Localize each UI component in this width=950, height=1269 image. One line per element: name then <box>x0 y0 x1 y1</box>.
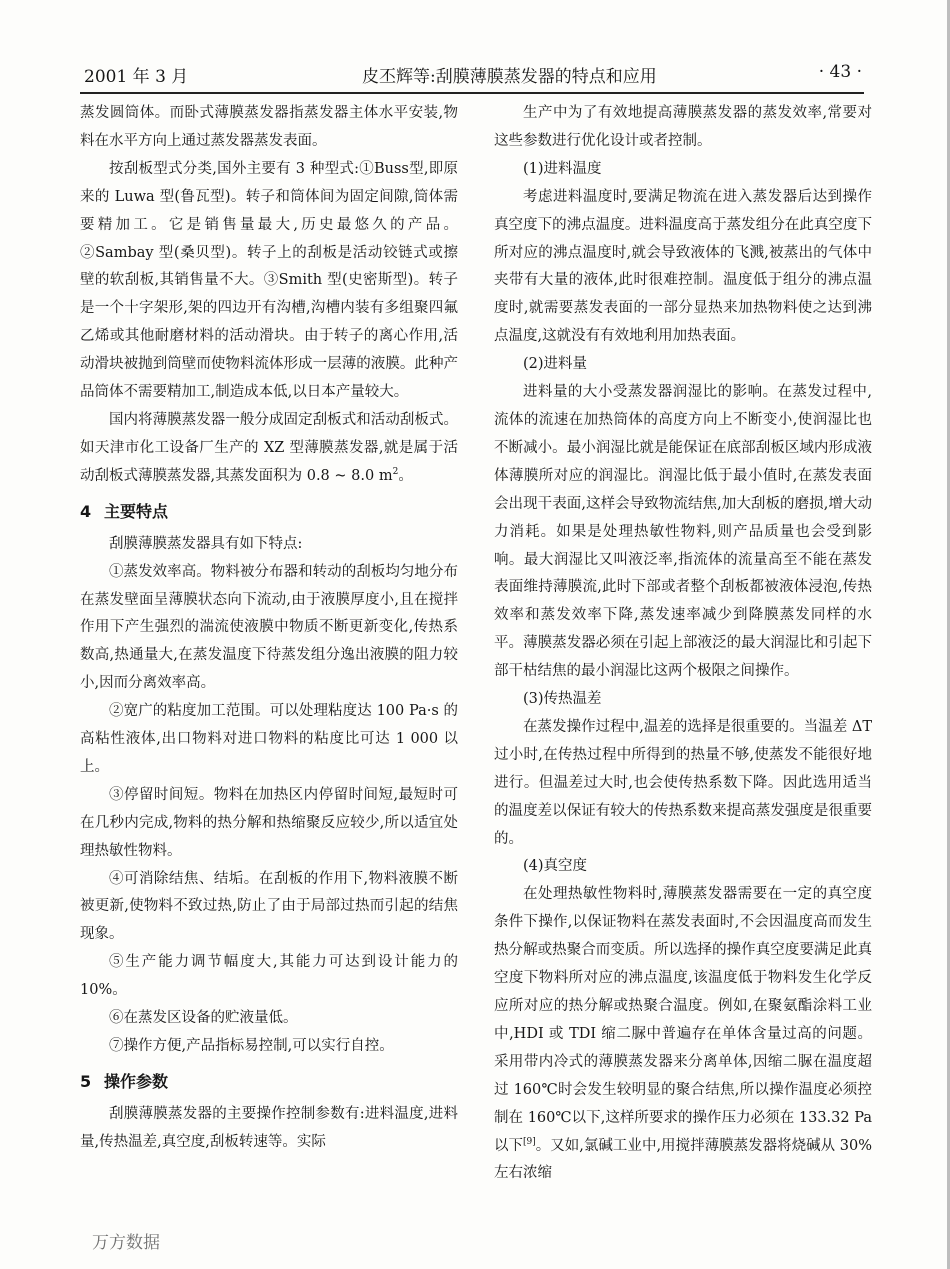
section-title: 主要特点 <box>104 501 169 521</box>
paragraph-end: 。 <box>398 467 413 484</box>
paragraph <box>80 407 458 491</box>
list-item: ⑦操作方便,产品指标易控制,可以实行自控。 <box>109 1038 394 1054</box>
list-item: ⑤生产能力调节幅度大,其能力可达到设计能力的 10%。 <box>80 954 458 999</box>
citation: [9] <box>523 1136 536 1147</box>
paragraph: 考虑进料温度时,要满足物流在进入蒸发器后达到操作真空度下的沸点温度。进料温度高于蒸发组分在此真空度下所对应的沸点温度时,就会导致液体的飞溅,被蒸出的气体中夹带有大量的液体,此时很难控制。温度低于组分的沸点温度时,就需要蒸发表面的一部分显热来加热物料使之达到沸点温度,这就没有有效地利用加热表面。 <box>494 188 872 345</box>
running-header <box>80 58 862 92</box>
paragraph: 生产中为了有效地提高薄膜蒸发器的蒸发效率,常要对这些参数进行优化设计或者控制。 <box>494 105 872 149</box>
paragraph <box>494 881 872 1188</box>
subheading: (1)进料温度 <box>523 160 602 177</box>
subheading: (2)进料量 <box>523 356 588 373</box>
subheading: (4)真空度 <box>523 858 588 875</box>
list-item: ①蒸发效率高。物料被分布器和转动的刮板均匀地分布在蒸发壁面呈薄膜状态向下流动,由于液膜厚度小,且在搅拌作用下产生强烈的湍流使液膜中物质不断更新变化,传热系数高,热通量大,在蒸发温度下待蒸发组分逸出液膜的阻力较小,因而分离效率高。 <box>80 563 458 692</box>
superscript: 2 <box>392 466 399 477</box>
list-item: ③停留时间短。物料在加热区内停留时间短,最短时可在几秒内完成,物料的热分解和热缩聚反应较少,所以适宜处理热敏性物料。 <box>80 786 458 859</box>
paragraph: 刮膜薄膜蒸发器具有如下特点: <box>109 535 303 552</box>
section-heading <box>80 495 458 529</box>
paragraph-text: 在处理热敏性物料时,薄膜蒸发器需要在一定的真空度条件下操作,以保证物料在蒸发表面时,不会因温度高而发生热分解或热聚合而变质。所以选择的操作真空度要满足此真空度下物料所对应的沸点温度,该温度低于物料发生化学反应所对应的热分解或热聚合温度。例如,在聚氨酯涂料工业中,HDI 或 TDI 缩二脲中普遍存在单体含量过高的问题。采用带内冷式的薄膜蒸发器来分离单体,因缩二脲在温度超过 160℃时会发生较明显的聚合结焦,所以操作温度必须控制在 160℃以下,这样所要求的操作压力必须在 133.32 Pa 以下 <box>494 886 872 1154</box>
paragraph: 进料量的大小受蒸发器润湿比的影响。在蒸发过程中,流体的流速在加热筒体的高度方向上不断变小,使润湿比也不断减小。最小润湿比就是能保证在底部刮板区域内形成液体薄膜所对应的润湿比。润湿比低于最小值时,在蒸发表面会出现干表面,这样会导致物流结焦,加大刮板的磨损,增大动力消耗。如果是处理热敏性物料,则产品质量也会受到影响。最大润湿比又叫液泛率,指流体的流量高至不能在蒸发表面维持薄膜流,此时下部或者整个刮板都被液体浸泡,传热效率和蒸发效率下降,蒸发速率减少到降膜蒸发同样的水平。薄膜蒸发器必须在引起上部液泛的最大润湿比和引起下部干枯结焦的最小润湿比这两个极限之间操作。 <box>494 384 872 680</box>
paragraph-text: 国内将薄膜蒸发器一般分成固定刮板式和活动刮板式。如天津市化工设备厂生产的 XZ 型薄膜蒸发器,就是属于活动刮板式薄膜蒸发器,其蒸发面积为 0.8 ~ 8.0 m <box>80 411 458 484</box>
header-date: 2001 年 3 月 <box>84 67 189 87</box>
left-column <box>80 100 458 1157</box>
paragraph: 刮膜薄膜蒸发器的主要操作控制参数有:进料温度,进料量,传热温差,真空度,刮板转速等。实际 <box>80 1105 458 1150</box>
header-rule <box>80 92 864 94</box>
paragraph: 按刮板型式分类,国外主要有 3 种型式:①Buss型,即原来的 Luwa 型(鲁瓦型)。转子和筒体间为固定间隙,筒体需要精加工。它是销售量最大,历史最悠久的产品。②Sambay 型(桑贝型)。转子上的刮板是活动铰链式或擦壁的软刮板,其销售量不大。③Smith 型(史密斯型)。转子是一个十字架形,架的四边开有沟槽,沟槽内装有多组聚四氟乙烯或其他耐磨材料的活动滑块。由于转子的离心作用,活动滑块被抛到筒壁而使物料流体形成一层薄的液膜。此种产品筒体不需要精加工,制造成本低,以日本产量较大。 <box>80 160 458 401</box>
section-heading <box>80 1065 458 1099</box>
list-item: ②宽广的粘度加工范围。可以处理粘度达 100 Pa·s 的高粘性液体,出口物料对进口物料的粘度比可达 1 000 以上。 <box>80 703 458 775</box>
page-number: · 43 · <box>818 62 862 82</box>
section-title: 操作参数 <box>104 1071 169 1091</box>
paragraph: 蒸发圆筒体。而卧式薄膜蒸发器指蒸发器主体水平安装,物料在水平方向上通过蒸发器蒸发表面。 <box>80 105 458 149</box>
paragraph: 在蒸发操作过程中,温差的选择是很重要的。当温差 ΔT 过小时,在传热过程中所得到的热量不够,使蒸发不能很好地进行。但温差过大时,也会使传热系数下降。因此选用适当的温度差以保证有较大的传热系数来提高蒸发强度是很重要的。 <box>494 718 872 847</box>
watermark: 万方数据 <box>92 1233 160 1253</box>
section-number: 5 <box>80 1071 92 1091</box>
list-item: ⑥在蒸发区设备的贮液量低。 <box>109 1010 298 1027</box>
subheading: (3)传热温差 <box>523 691 602 708</box>
paragraph-text: 。又如,氯碱工业中,用搅拌薄膜蒸发器将烧碱从 30%左右浓缩 <box>494 1137 872 1182</box>
section-number: 4 <box>80 501 92 521</box>
header-title: 皮丕辉等:刮膜薄膜蒸发器的特点和应用 <box>362 67 657 87</box>
list-item: ④可消除结焦、结垢。在刮板的作用下,物料液膜不断被更新,使物料不致过热,防止了由于局部过热而引起的结焦现象。 <box>80 870 458 943</box>
right-column <box>494 100 872 1188</box>
